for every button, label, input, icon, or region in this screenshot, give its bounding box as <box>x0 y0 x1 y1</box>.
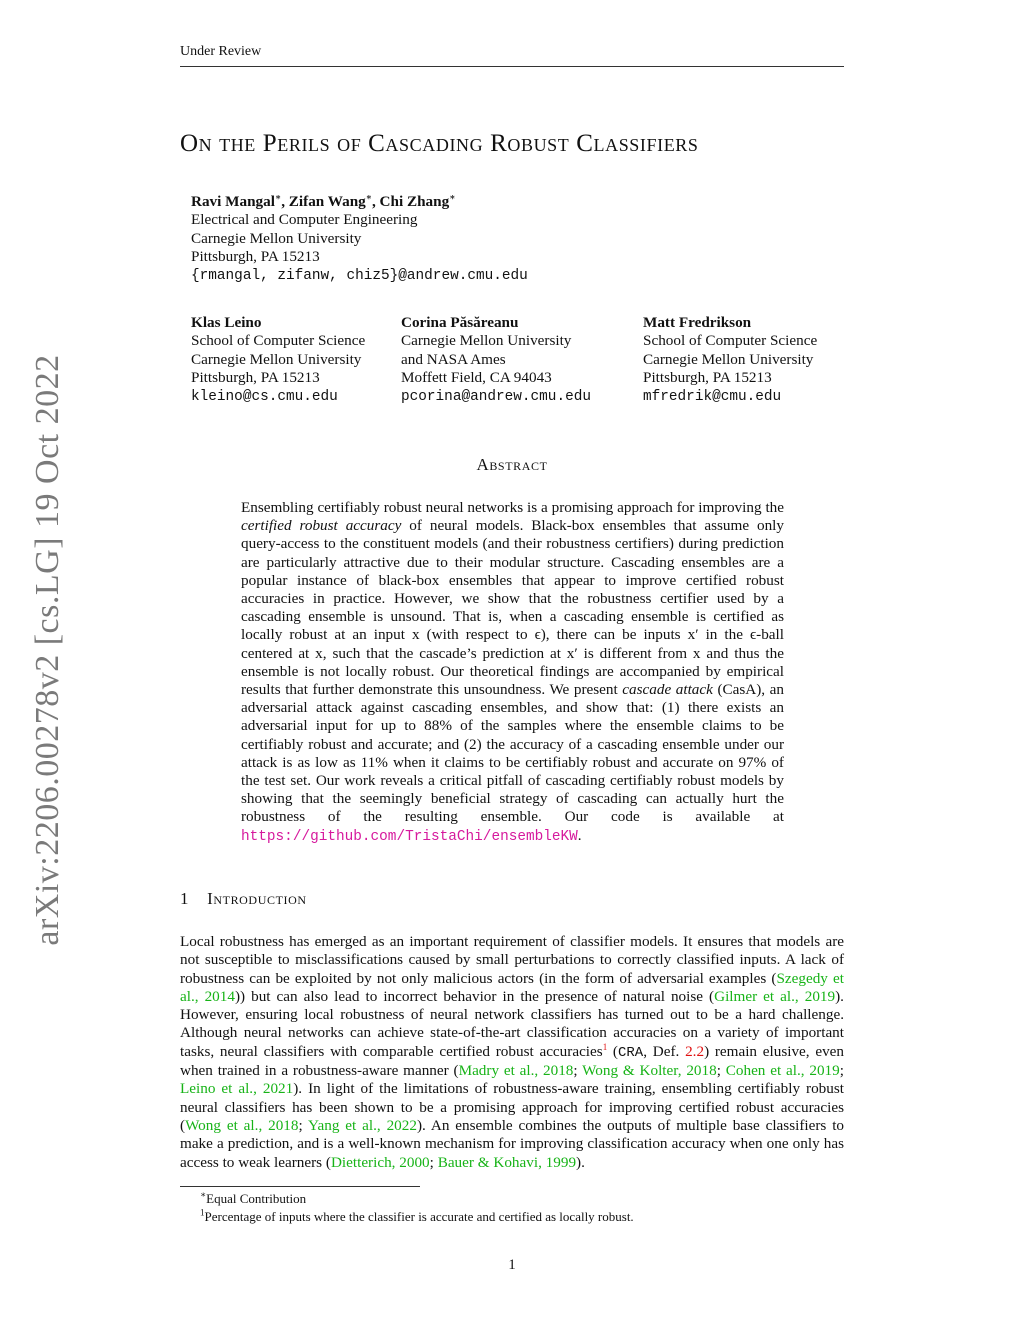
affiliation-line: Moffett Field, CA 94043 <box>401 369 552 387</box>
body-text: ; <box>573 1062 583 1080</box>
footnote-marker[interactable]: 1 <box>602 1041 608 1052</box>
affiliation-line: Pittsburgh, PA 15213 <box>643 369 772 387</box>
author-name: Klas Leino <box>191 314 262 331</box>
body-text: Local robustness has emerged as an important requirement of classifier models. It ensures that models are not susceptible to misclassifications caused by small perturbations to correctly classified inputs. A lack of robustness can be exploited by not only malicious actors (in the form of adversarial examples ( <box>180 933 844 987</box>
citation-link[interactable]: Madry et al., 2018 <box>458 1062 574 1080</box>
footnote <box>180 1190 844 1208</box>
affiliation-line: Pittsburgh, PA 15213 <box>191 248 320 266</box>
body-text: ). <box>576 1153 585 1171</box>
equal-contribution-marker: ∗ <box>449 191 456 202</box>
citation-link[interactable]: Wong et al., 2018 <box>185 1116 299 1134</box>
abstract-text: (CasA), an adversarial attack against cascading ensembles, and show that: (1) there exists an adversarial input for up to 88% of the samples where the ensemble claims to be certifiably robust and accurate; and (2) the accuracy of a cascading ensemble under our attack is as low as 11% when it claims to be certifiably robust and accurate on 97% of the test set. Our work reveals a critical pitfall of cascading certifiably robust models by showing that the seemingly beneficial strategy of cascading can actually hurt the robustness of the resulting ensemble. Our code is available at <box>241 681 784 826</box>
author-name: Corina Păsăreanu <box>401 314 519 331</box>
body-text: ; <box>429 1153 438 1171</box>
affiliation-line: Carnegie Mellon University <box>191 350 362 368</box>
main-author-names: Ravi Mangal∗, Zifan Wang∗, Chi Zhang∗ <box>191 191 456 210</box>
citation-link[interactable]: Szegedy et al., 2014 <box>180 969 844 1005</box>
citation-link[interactable]: Dietterich, 2000 <box>330 1153 430 1171</box>
abstract-text: . <box>577 826 582 844</box>
affiliation-line: Pittsburgh, PA 15213 <box>191 369 320 387</box>
footnote-text: Equal Contribution <box>206 1191 307 1206</box>
body-text: ; <box>839 1062 844 1080</box>
affiliation-line: School of Computer Science <box>191 332 366 350</box>
author-email: pcorina@andrew.cmu.edu <box>401 388 591 405</box>
paper-title: On the Perils of Cascading Robust Classifiers <box>180 130 699 157</box>
affiliation-line: Carnegie Mellon University <box>643 350 814 368</box>
body-text: ; <box>716 1062 726 1080</box>
author-email: {rmangal, zifanw, chiz5}@andrew.cmu.edu <box>191 267 528 284</box>
author-name: Ravi Mangal <box>191 193 275 210</box>
author-email: mfredrik@cmu.edu <box>643 388 782 405</box>
citation-link[interactable]: Wong & Kolter, 2018 <box>582 1062 717 1080</box>
affiliation-line: and NASA Ames <box>401 350 506 368</box>
footnote-rule <box>180 1186 420 1187</box>
page-number: 1 <box>508 1257 516 1273</box>
coauthor-column <box>191 314 365 406</box>
abstract-text: Ensembling certifiably robust neural networks is a promising approach for improving the <box>241 499 784 516</box>
body-text: ( <box>607 1042 618 1060</box>
equal-contribution-marker: ∗ <box>365 191 372 202</box>
coauthor-column <box>643 314 817 406</box>
citation-link[interactable]: Cohen et al., 2019 <box>725 1062 840 1080</box>
body-text: ; <box>298 1116 309 1134</box>
affiliation-line: School of Computer Science <box>643 332 818 350</box>
code-repository-link[interactable]: https://github.com/TristaChi/ensembleKW <box>241 828 578 845</box>
affiliation-line: Carnegie Mellon University <box>401 332 572 350</box>
body-text: )) but can also lead to incorrect behavior in the presence of natural noise ( <box>234 987 715 1005</box>
footnote-mark: ∗ <box>200 1189 207 1200</box>
abstract-heading: Abstract <box>476 455 548 474</box>
abstract-emphasis: certified robust accuracy <box>241 517 402 535</box>
section-number: 1 <box>180 889 190 908</box>
running-header: Under Review <box>180 44 844 67</box>
body-text: ). An ensemble combines the outputs of multiple base classifiers to make a prediction, and is a well-known mechanism for improving classification accuracy when one only has access to weak learners ( <box>180 1116 845 1171</box>
arxiv-stamp: arXiv:2206.00278v2 [cs.LG] 19 Oct 2022 <box>29 354 66 946</box>
citation-link[interactable]: Yang et al., 2022 <box>308 1116 417 1134</box>
footnotes <box>180 1186 844 1226</box>
section-title: Introduction <box>207 889 307 908</box>
coauthor-column <box>401 314 591 406</box>
abstract-body <box>241 499 784 846</box>
definition-reference[interactable]: 2.2 <box>685 1042 705 1060</box>
body-text: ) remain elusive, even when trained in a robustness-aware manner ( <box>180 1042 845 1080</box>
introduction-paragraph <box>180 933 844 1172</box>
citation-link[interactable]: Bauer & Kohavi, 1999 <box>437 1153 577 1171</box>
affiliation-line: Carnegie Mellon University <box>191 229 362 247</box>
body-text: ). In light of the limitations of robustness-aware training, ensembling certifiably robust neural classifiers has been shown to be a promising approach for improving certified robust accuracies ( <box>180 1080 844 1134</box>
footnote-mark: 1 <box>200 1207 205 1218</box>
author-name: Zifan Wang <box>288 193 366 210</box>
abstract-text: of neural models. Black-box ensembles that assume only query-access to the constituent models (and their robustness certifiers) during prediction are particularly attractive due to their modular structure. Cascading ensembles are a popular instance of black-box ensembles that appear to improve certified robust accuracies in practice. However, we show that the robustness certifier used by a cascading ensemble is unsound. That is, when a cascading ensemble is certified as locally robust at an input x (with respect to ϵ), there can be inputs x′ in the ϵ-ball centered at x, such that the cascade’s prediction at x′ is different from x and thus the ensemble is not locally robust. Our theoretical findings are accompanied by empirical results that further demonstrate this unsoundness. We present <box>241 517 784 699</box>
footnote-text: Percentage of inputs where the classifier is accurate and certified as locally robust. <box>204 1208 634 1224</box>
equal-contribution-marker: ∗ <box>274 191 282 202</box>
body-text: , Def. <box>643 1042 686 1060</box>
section-heading <box>180 889 307 909</box>
footnote <box>180 1208 844 1226</box>
affiliation-line: Electrical and Computer Engineering <box>191 211 418 229</box>
citation-link[interactable]: Gilmer et al., 2019 <box>714 987 836 1005</box>
cra-abbreviation: CRA <box>618 1044 644 1061</box>
citation-link[interactable]: Leino et al., 2021 <box>180 1080 294 1098</box>
main-author-block <box>191 193 528 285</box>
author-email: kleino@cs.cmu.edu <box>191 388 338 405</box>
author-name: Matt Fredrikson <box>643 314 752 331</box>
author-name: Chi Zhang <box>379 193 450 210</box>
abstract-emphasis: cascade attack <box>622 681 713 699</box>
body-text: ). However, ensuring local robustness of neural network classifiers has turned out to be a hard challenge. Although neural networks can achieve state-of-the-art classification accuracies on a variety of important tasks, neural classifiers with comparable certified robust accuracies <box>180 987 844 1060</box>
